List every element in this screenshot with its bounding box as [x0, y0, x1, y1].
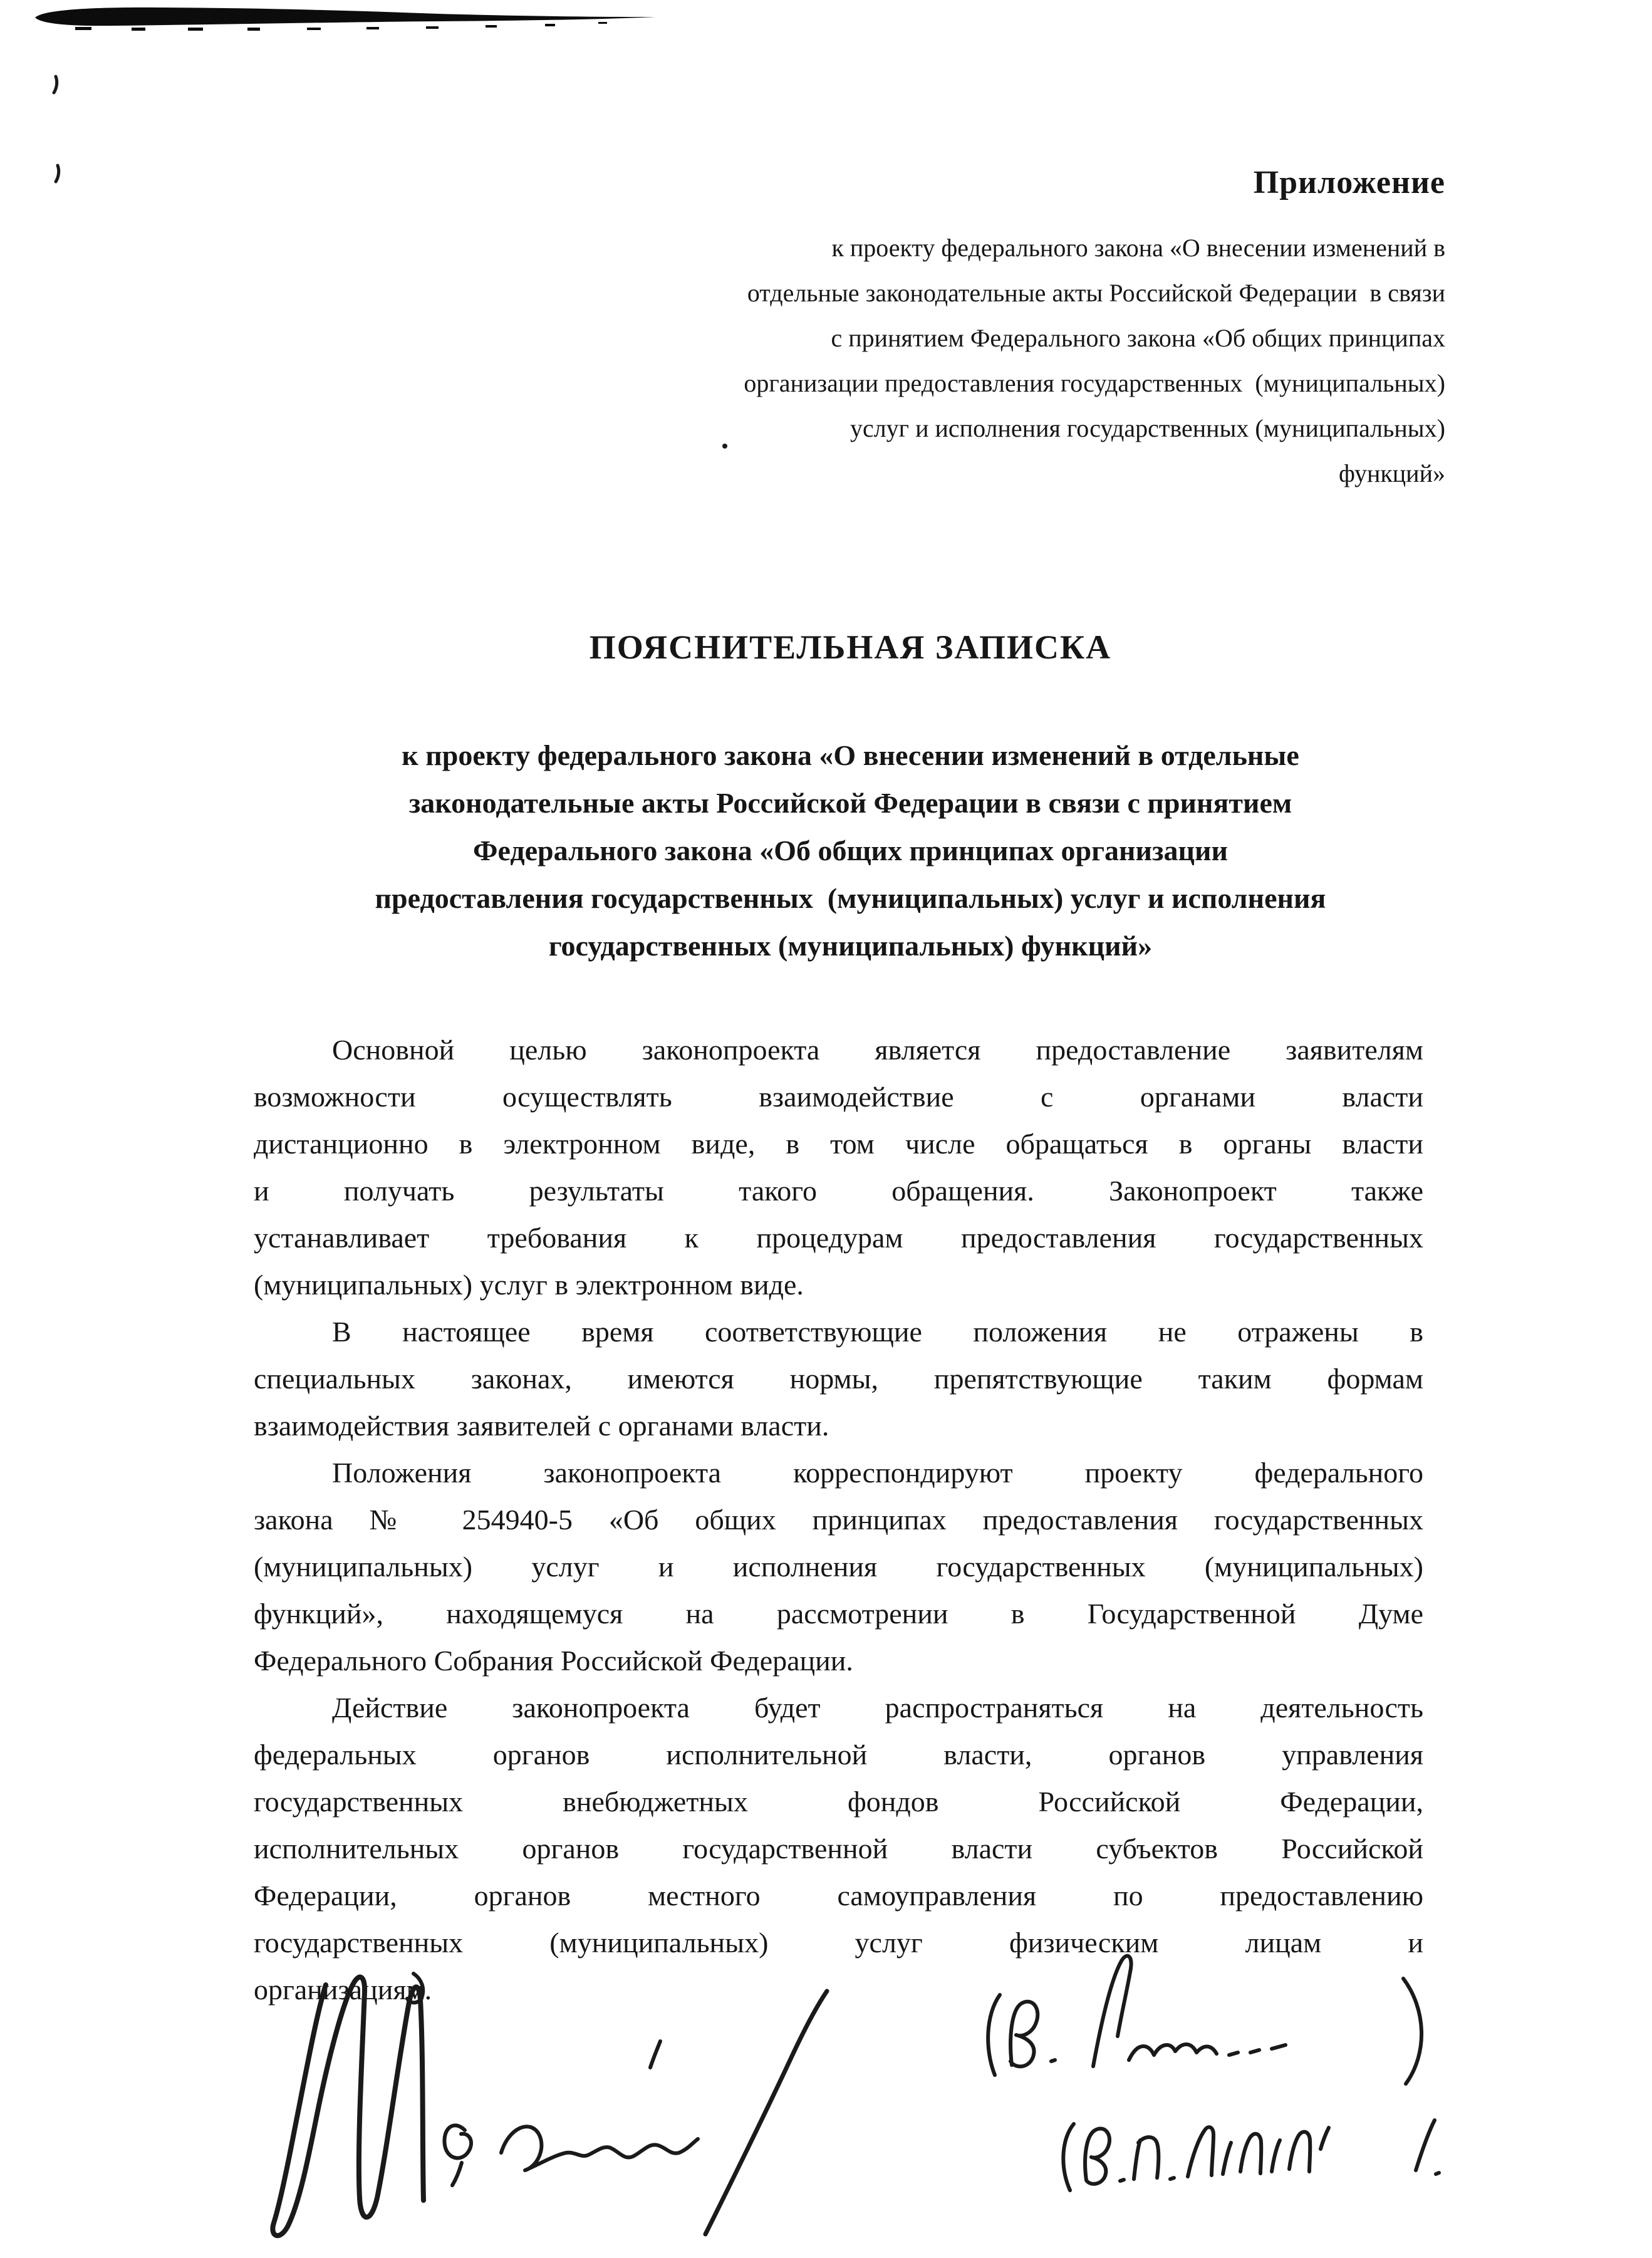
body-line: Основной целью законопроекта является предоставление заявителям — [332, 1034, 1423, 1066]
body-line: взаимодействия заявителей с органами власти. — [254, 1410, 829, 1442]
body-line: исполнительных органов государственной власти субъектов Российской — [254, 1833, 1423, 1865]
appendix-line: отдельные законодательные акты Российской Федерации в связи — [747, 279, 1445, 307]
subtitle-line: предоставления государственных (муниципальных) услуг и исполнения — [375, 882, 1326, 914]
body-line: Федерального Собрания Российской Федерации. — [254, 1645, 853, 1677]
document-title: ПОЯСНИТЕЛЬНАЯ ЗАПИСКА — [589, 628, 1112, 666]
margin-speck-icon — [54, 76, 59, 182]
body-line: закона № 254940-5 «Об общих принципах предоставления государственных — [254, 1504, 1423, 1536]
body-line: (муниципальных) услуг и исполнения государственных (муниципальных) — [254, 1551, 1423, 1583]
body-line: устанавливает требования к процедурам предоставления государственных — [254, 1222, 1423, 1254]
body-line: Федерации, органов местного самоуправления по предоставлению — [254, 1880, 1423, 1912]
appendix-line: с принятием Федерального закона «Об общих принципах — [831, 324, 1445, 352]
subtitle-line: Федерального закона «Об общих принципах организации — [473, 835, 1228, 866]
document-subtitle — [254, 732, 1447, 970]
body-line: федеральных органов исполнительной власти, органов управления — [254, 1739, 1423, 1771]
body-line: Положения законопроекта корреспондируют проекту федерального — [332, 1457, 1423, 1489]
appendix-line: функций» — [1339, 459, 1445, 487]
body-line: и получать результаты такого обращения. Законопроект также — [254, 1175, 1423, 1207]
subtitle-line: к проекту федерального закона «О внесении изменений в отдельные — [402, 739, 1299, 771]
body-line: В настоящее время соответствующие положения не отражены в — [332, 1316, 1423, 1348]
appendix-line: организации предоставления государственных (муниципальных) — [744, 369, 1445, 397]
body-line: организациям. — [254, 1974, 432, 2006]
body-line: (муниципальных) услуг в электронном виде. — [254, 1269, 804, 1301]
appendix-lines — [687, 226, 1445, 496]
scan-streak-icon — [35, 8, 655, 31]
body-line: государственных (муниципальных) услуг физическим лицам и — [254, 1927, 1423, 1959]
subtitle-line: государственных (муниципальных) функций» — [548, 930, 1153, 962]
body-text — [254, 1026, 1423, 2013]
body-line: государственных внебюджетных фондов Российской Федерации, — [254, 1786, 1423, 1818]
body-line: возможности осуществлять взаимодействие с органами власти — [254, 1081, 1423, 1113]
appendix-line: услуг и исполнения государственных (муниципальных) — [849, 414, 1445, 442]
appendix-label: Приложение — [1253, 165, 1445, 200]
appendix-line: к проекту федерального закона «О внесении изменений в — [831, 234, 1445, 262]
body-line: специальных законах, имеются нормы, препятствующие таким формам — [254, 1363, 1423, 1395]
appendix-block — [687, 164, 1445, 496]
body-line: Действие законопроекта будет распространяться на деятельность — [332, 1692, 1423, 1724]
body-line: функций», находящемуся на рассмотрении в Государственной Думе — [254, 1598, 1423, 1630]
subtitle-line: законодательные акты Российской Федерации в связи с принятием — [408, 787, 1292, 819]
body-line: дистанционно в электронном виде, в том числе обращаться в органы власти — [254, 1128, 1423, 1160]
